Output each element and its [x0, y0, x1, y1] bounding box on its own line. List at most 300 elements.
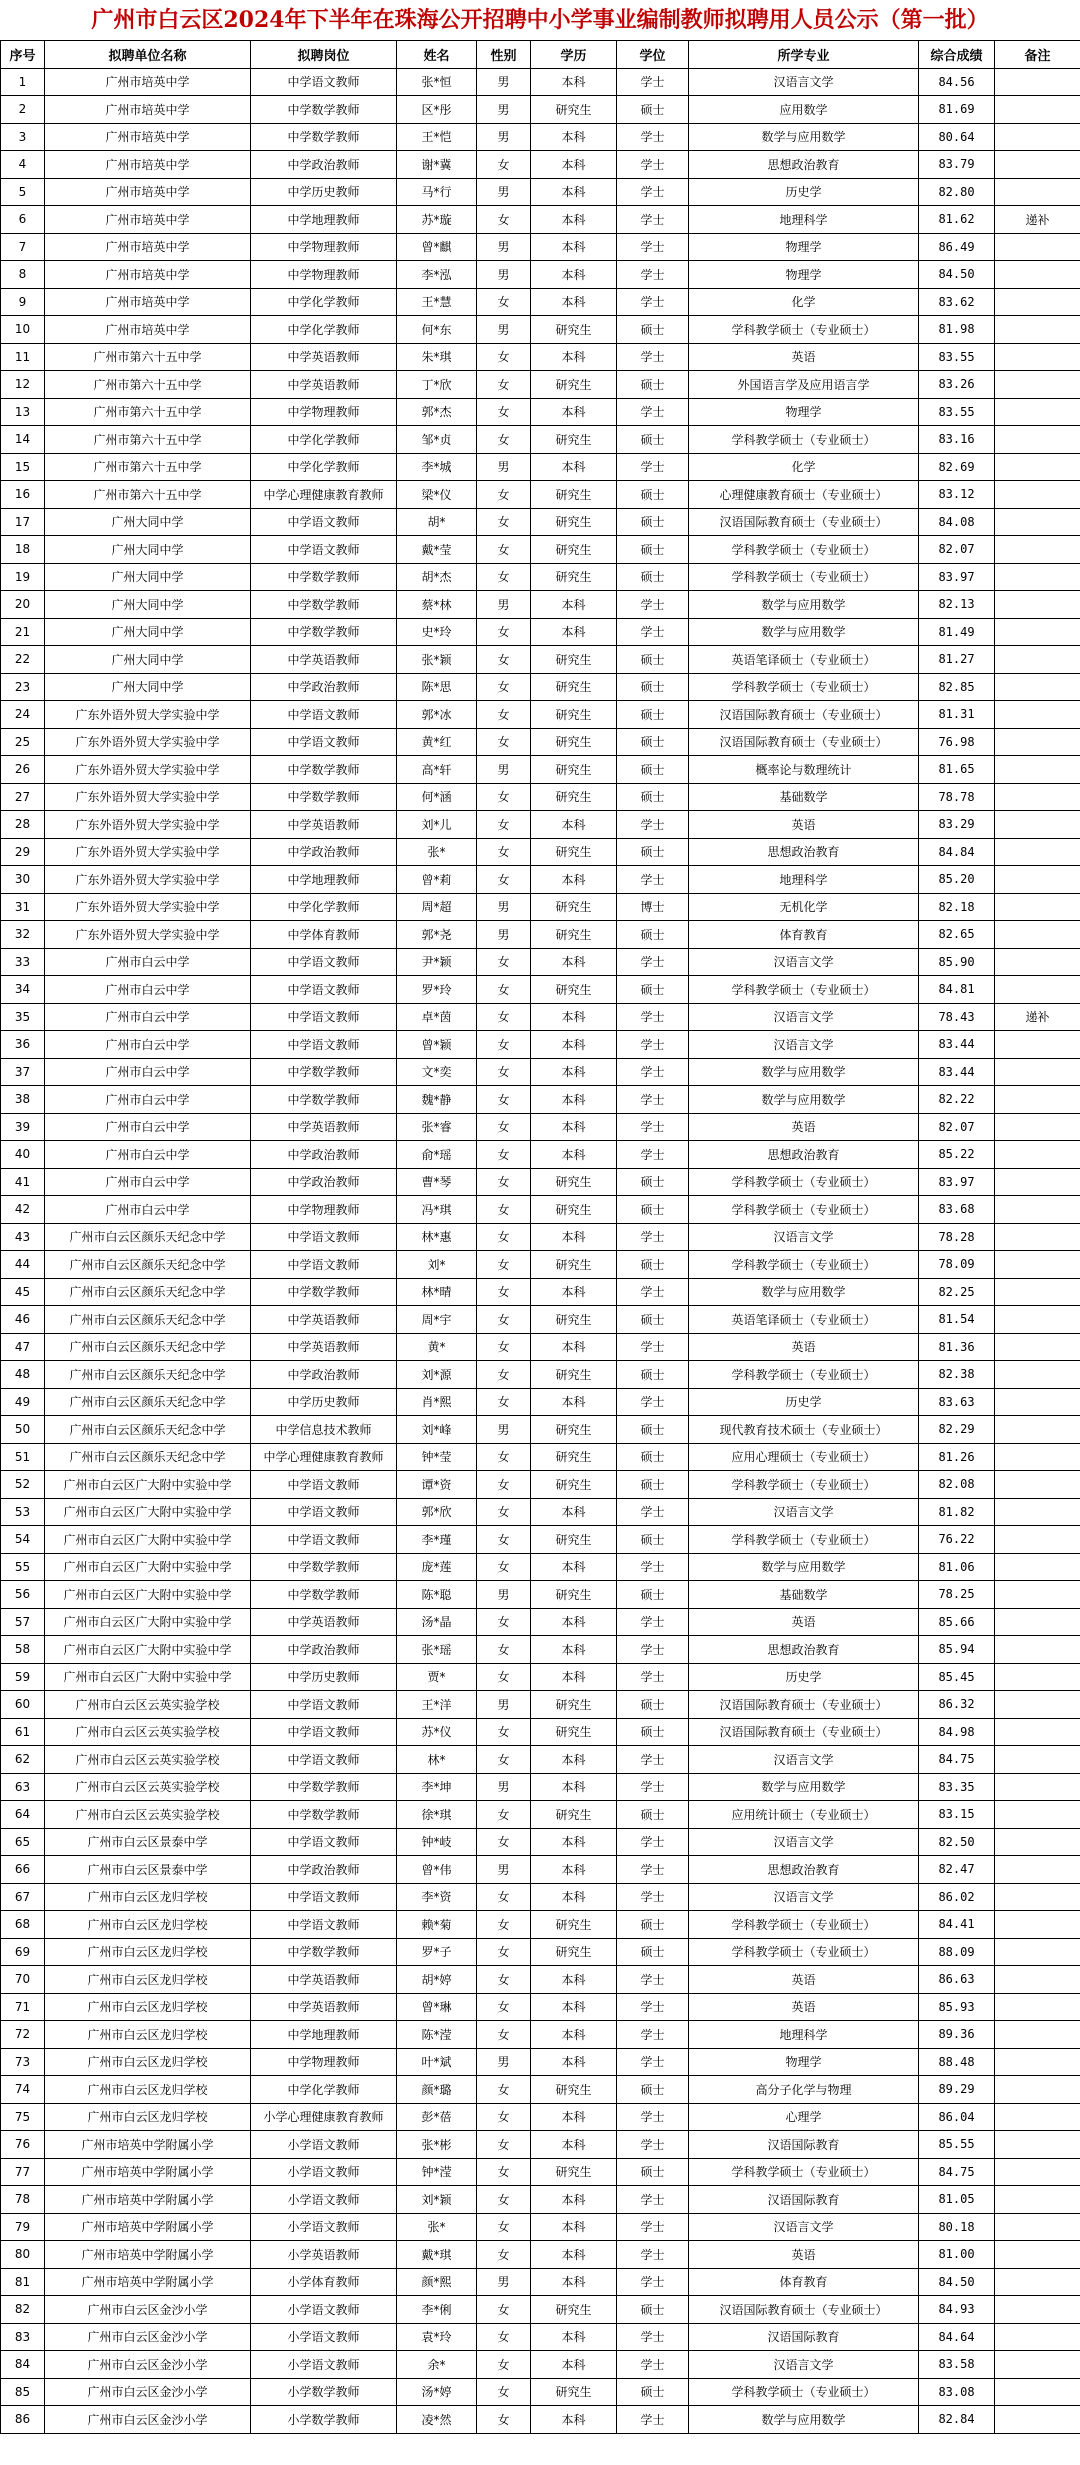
cell-remark [995, 2268, 1080, 2296]
cell-unit: 广东外语外贸大学实验中学 [45, 811, 251, 839]
table-row [1, 563, 1080, 591]
cell-degree: 硕士 [617, 1196, 689, 1224]
cell-unit: 广州市白云区颜乐天纪念中学 [45, 1223, 251, 1251]
cell-remark [995, 1773, 1080, 1801]
cell-index: 38 [1, 1086, 45, 1114]
cell-unit: 广州市白云中学 [45, 1086, 251, 1114]
cell-gender: 女 [477, 563, 531, 591]
cell-remark [995, 1031, 1080, 1059]
cell-degree: 学士 [617, 1608, 689, 1636]
table-row [1, 1581, 1080, 1609]
cell-gender: 女 [477, 398, 531, 426]
cell-score: 85.90 [919, 948, 995, 976]
cell-remark [995, 591, 1080, 619]
cell-name: 高*轩 [397, 756, 477, 784]
cell-degree: 硕士 [617, 1416, 689, 1444]
table-row [1, 1031, 1080, 1059]
cell-score: 82.69 [919, 453, 995, 481]
cell-position: 中学政治教师 [251, 1856, 397, 1884]
cell-score: 82.29 [919, 1416, 995, 1444]
cell-position: 中学历史教师 [251, 1663, 397, 1691]
cell-degree: 硕士 [617, 728, 689, 756]
cell-score: 81.98 [919, 316, 995, 344]
cell-gender: 女 [477, 1498, 531, 1526]
cell-index: 69 [1, 1938, 45, 1966]
cell-remark [995, 1966, 1080, 1994]
cell-name: 马*行 [397, 178, 477, 206]
cell-index: 83 [1, 2323, 45, 2351]
cell-gender: 女 [477, 2406, 531, 2434]
cell-name: 刘*儿 [397, 811, 477, 839]
cell-unit: 广州市白云区龙归学校 [45, 1938, 251, 1966]
cell-gender: 女 [477, 1168, 531, 1196]
cell-gender: 女 [477, 1113, 531, 1141]
table-row [1, 2241, 1080, 2269]
cell-score: 81.05 [919, 2186, 995, 2214]
cell-score: 82.65 [919, 921, 995, 949]
cell-position: 中学英语教师 [251, 1333, 397, 1361]
cell-gender: 女 [477, 1746, 531, 1774]
cell-name: 刘*颖 [397, 2186, 477, 2214]
cell-remark [995, 2213, 1080, 2241]
header-score: 综合成绩 [919, 41, 995, 69]
cell-gender: 男 [477, 178, 531, 206]
cell-index: 29 [1, 838, 45, 866]
cell-degree: 硕士 [617, 2378, 689, 2406]
cell-position: 中学历史教师 [251, 178, 397, 206]
cell-score: 83.15 [919, 1801, 995, 1829]
cell-index: 32 [1, 921, 45, 949]
cell-position: 中学语文教师 [251, 1691, 397, 1719]
cell-unit: 广州大同中学 [45, 673, 251, 701]
cell-position: 中学政治教师 [251, 1141, 397, 1169]
cell-unit: 广州市白云中学 [45, 948, 251, 976]
cell-unit: 广州市白云区龙归学校 [45, 2103, 251, 2131]
cell-name: 庞*莲 [397, 1553, 477, 1581]
cell-name: 郭*杰 [397, 398, 477, 426]
cell-gender: 女 [477, 783, 531, 811]
cell-position: 中学数学教师 [251, 756, 397, 784]
cell-index: 59 [1, 1663, 45, 1691]
cell-index: 61 [1, 1718, 45, 1746]
cell-degree: 硕士 [617, 783, 689, 811]
cell-degree: 硕士 [617, 1691, 689, 1719]
cell-major: 数学与应用数学 [689, 1086, 919, 1114]
cell-degree: 硕士 [617, 426, 689, 454]
cell-gender: 女 [477, 1966, 531, 1994]
cell-score: 86.63 [919, 1966, 995, 1994]
table-row [1, 1801, 1080, 1829]
cell-unit: 广州市白云区云英实验学校 [45, 1801, 251, 1829]
cell-remark: 递补 [995, 1003, 1080, 1031]
cell-position: 小学数学教师 [251, 2378, 397, 2406]
cell-degree: 学士 [617, 2021, 689, 2049]
cell-score: 83.68 [919, 1196, 995, 1224]
cell-education: 研究生 [531, 701, 617, 729]
cell-degree: 学士 [617, 1828, 689, 1856]
cell-major: 学科教学硕士（专业硕士） [689, 563, 919, 591]
cell-gender: 男 [477, 1856, 531, 1884]
cell-major: 概率论与数理统计 [689, 756, 919, 784]
cell-education: 研究生 [531, 1168, 617, 1196]
cell-score: 82.85 [919, 673, 995, 701]
cell-degree: 硕士 [617, 316, 689, 344]
cell-gender: 男 [477, 2048, 531, 2076]
cell-index: 8 [1, 261, 45, 289]
cell-education: 研究生 [531, 1581, 617, 1609]
cell-name: 余* [397, 2351, 477, 2379]
cell-name: 黄*红 [397, 728, 477, 756]
cell-education: 研究生 [531, 1526, 617, 1554]
cell-education: 研究生 [531, 838, 617, 866]
cell-gender: 女 [477, 2158, 531, 2186]
table-row [1, 646, 1080, 674]
cell-education: 研究生 [531, 1306, 617, 1334]
cell-score: 82.47 [919, 1856, 995, 1884]
cell-degree: 硕士 [617, 96, 689, 124]
cell-index: 76 [1, 2131, 45, 2159]
cell-major: 汉语言文学 [689, 1883, 919, 1911]
cell-education: 本科 [531, 1003, 617, 1031]
cell-index: 84 [1, 2351, 45, 2379]
cell-name: 凌*然 [397, 2406, 477, 2434]
cell-remark [995, 96, 1080, 124]
cell-position: 中学语文教师 [251, 1251, 397, 1279]
cell-gender: 女 [477, 1828, 531, 1856]
cell-name: 刘* [397, 1251, 477, 1279]
cell-unit: 广州市第六十五中学 [45, 426, 251, 454]
cell-name: 王*恺 [397, 123, 477, 151]
cell-education: 研究生 [531, 1691, 617, 1719]
cell-position: 小学语文教师 [251, 2158, 397, 2186]
cell-position: 中学英语教师 [251, 371, 397, 399]
cell-name: 彭*蓓 [397, 2103, 477, 2131]
cell-gender: 男 [477, 1416, 531, 1444]
cell-remark [995, 1333, 1080, 1361]
table-row [1, 2158, 1080, 2186]
cell-gender: 男 [477, 591, 531, 619]
cell-name: 罗*玲 [397, 976, 477, 1004]
cell-gender: 男 [477, 261, 531, 289]
cell-major: 数学与应用数学 [689, 1058, 919, 1086]
cell-degree: 学士 [617, 1333, 689, 1361]
cell-education: 本科 [531, 1856, 617, 1884]
cell-education: 研究生 [531, 646, 617, 674]
cell-gender: 女 [477, 1251, 531, 1279]
cell-unit: 广州市白云区颜乐天纪念中学 [45, 1443, 251, 1471]
cell-gender: 女 [477, 1938, 531, 1966]
table-row [1, 2076, 1080, 2104]
cell-major: 学科教学硕士（专业硕士） [689, 426, 919, 454]
cell-remark [995, 1361, 1080, 1389]
table-row [1, 1911, 1080, 1939]
cell-gender: 女 [477, 1306, 531, 1334]
cell-major: 化学 [689, 288, 919, 316]
cell-position: 中学物理教师 [251, 398, 397, 426]
cell-position: 中学化学教师 [251, 288, 397, 316]
cell-unit: 广州市第六十五中学 [45, 343, 251, 371]
cell-gender: 男 [477, 1581, 531, 1609]
table-row [1, 2213, 1080, 2241]
cell-remark [995, 2406, 1080, 2434]
cell-unit: 广州市白云区景泰中学 [45, 1856, 251, 1884]
table-row [1, 1278, 1080, 1306]
cell-name: 李*资 [397, 1883, 477, 1911]
cell-score: 84.64 [919, 2323, 995, 2351]
cell-education: 本科 [531, 1113, 617, 1141]
cell-index: 1 [1, 68, 45, 96]
cell-position: 中学数学教师 [251, 618, 397, 646]
cell-gender: 女 [477, 618, 531, 646]
cell-degree: 学士 [617, 1388, 689, 1416]
cell-name: 郭*欣 [397, 1498, 477, 1526]
cell-education: 本科 [531, 618, 617, 646]
table-row [1, 783, 1080, 811]
cell-position: 中学语文教师 [251, 1718, 397, 1746]
cell-remark [995, 893, 1080, 921]
cell-name: 林*晴 [397, 1278, 477, 1306]
table-row [1, 288, 1080, 316]
cell-major: 汉语言文学 [689, 68, 919, 96]
cell-degree: 学士 [617, 261, 689, 289]
table-row [1, 921, 1080, 949]
cell-index: 48 [1, 1361, 45, 1389]
cell-score: 81.69 [919, 96, 995, 124]
cell-position: 中学政治教师 [251, 1361, 397, 1389]
cell-gender: 男 [477, 1691, 531, 1719]
cell-unit: 广州市白云区云英实验学校 [45, 1691, 251, 1719]
cell-name: 张* [397, 838, 477, 866]
cell-position: 中学语文教师 [251, 508, 397, 536]
cell-position: 中学心理健康教育教师 [251, 481, 397, 509]
cell-index: 12 [1, 371, 45, 399]
cell-gender: 女 [477, 2296, 531, 2324]
cell-index: 3 [1, 123, 45, 151]
cell-major: 数学与应用数学 [689, 123, 919, 151]
cell-unit: 广州市白云区金沙小学 [45, 2296, 251, 2324]
cell-remark [995, 151, 1080, 179]
cell-gender: 女 [477, 1993, 531, 2021]
cell-position: 中学数学教师 [251, 123, 397, 151]
table-row [1, 1306, 1080, 1334]
cell-index: 49 [1, 1388, 45, 1416]
cell-score: 85.93 [919, 1993, 995, 2021]
cell-degree: 硕士 [617, 536, 689, 564]
cell-remark [995, 2186, 1080, 2214]
cell-index: 51 [1, 1443, 45, 1471]
table-row [1, 2103, 1080, 2131]
cell-name: 钟*滢 [397, 2158, 477, 2186]
cell-position: 中学数学教师 [251, 1773, 397, 1801]
cell-gender: 男 [477, 1773, 531, 1801]
cell-index: 36 [1, 1031, 45, 1059]
cell-education: 本科 [531, 233, 617, 261]
table-row [1, 728, 1080, 756]
cell-unit: 广州市培英中学 [45, 316, 251, 344]
cell-remark [995, 481, 1080, 509]
cell-position: 中学化学教师 [251, 893, 397, 921]
cell-unit: 广州市培英中学 [45, 288, 251, 316]
cell-position: 中学英语教师 [251, 811, 397, 839]
table-row [1, 2378, 1080, 2406]
cell-index: 78 [1, 2186, 45, 2214]
cell-major: 思想政治教育 [689, 838, 919, 866]
cell-score: 84.41 [919, 1911, 995, 1939]
cell-index: 85 [1, 2378, 45, 2406]
cell-index: 55 [1, 1553, 45, 1581]
cell-major: 英语 [689, 2241, 919, 2269]
cell-score: 83.26 [919, 371, 995, 399]
cell-score: 81.31 [919, 701, 995, 729]
table-row [1, 1333, 1080, 1361]
cell-major: 汉语言文学 [689, 2351, 919, 2379]
cell-unit: 广东外语外贸大学实验中学 [45, 838, 251, 866]
cell-position: 小学语文教师 [251, 2323, 397, 2351]
cell-degree: 学士 [617, 2241, 689, 2269]
cell-major: 英语 [689, 343, 919, 371]
cell-position: 中学英语教师 [251, 1113, 397, 1141]
cell-remark [995, 508, 1080, 536]
cell-major: 学科教学硕士（专业硕士） [689, 1361, 919, 1389]
cell-major: 汉语言文学 [689, 2213, 919, 2241]
cell-name: 李*俐 [397, 2296, 477, 2324]
cell-name: 史*玲 [397, 618, 477, 646]
cell-major: 汉语言文学 [689, 1746, 919, 1774]
cell-score: 81.06 [919, 1553, 995, 1581]
cell-score: 81.00 [919, 2241, 995, 2269]
cell-position: 小学语文教师 [251, 2296, 397, 2324]
cell-name: 谢*冀 [397, 151, 477, 179]
cell-score: 86.04 [919, 2103, 995, 2131]
cell-degree: 学士 [617, 2186, 689, 2214]
cell-gender: 男 [477, 68, 531, 96]
table-row [1, 1718, 1080, 1746]
cell-gender: 女 [477, 2213, 531, 2241]
cell-score: 82.25 [919, 1278, 995, 1306]
cell-gender: 女 [477, 976, 531, 1004]
cell-education: 本科 [531, 2186, 617, 2214]
cell-remark [995, 921, 1080, 949]
cell-score: 76.22 [919, 1526, 995, 1554]
cell-remark [995, 1938, 1080, 1966]
cell-index: 20 [1, 591, 45, 619]
cell-education: 本科 [531, 343, 617, 371]
cell-remark [995, 1883, 1080, 1911]
cell-remark [995, 453, 1080, 481]
table-row [1, 508, 1080, 536]
cell-unit: 广州市培英中学 [45, 206, 251, 234]
cell-gender: 女 [477, 1333, 531, 1361]
cell-position: 中学语文教师 [251, 1911, 397, 1939]
cell-remark [995, 1911, 1080, 1939]
cell-major: 数学与应用数学 [689, 1278, 919, 1306]
cell-name: 谭*资 [397, 1471, 477, 1499]
cell-degree: 学士 [617, 206, 689, 234]
cell-unit: 广州大同中学 [45, 618, 251, 646]
cell-remark [995, 948, 1080, 976]
cell-gender: 女 [477, 1663, 531, 1691]
cell-unit: 广州市白云区颜乐天纪念中学 [45, 1306, 251, 1334]
table-row [1, 1883, 1080, 1911]
cell-degree: 学士 [617, 2131, 689, 2159]
cell-education: 研究生 [531, 1938, 617, 1966]
cell-major: 历史学 [689, 178, 919, 206]
cell-score: 83.35 [919, 1773, 995, 1801]
cell-index: 21 [1, 618, 45, 646]
cell-education: 本科 [531, 1388, 617, 1416]
cell-name: 刘*峰 [397, 1416, 477, 1444]
table-row [1, 96, 1080, 124]
cell-remark [995, 783, 1080, 811]
cell-gender: 女 [477, 866, 531, 894]
cell-index: 39 [1, 1113, 45, 1141]
cell-gender: 女 [477, 2076, 531, 2104]
cell-index: 42 [1, 1196, 45, 1224]
table-row [1, 1856, 1080, 1884]
cell-degree: 学士 [617, 151, 689, 179]
cell-gender: 女 [477, 1443, 531, 1471]
cell-index: 50 [1, 1416, 45, 1444]
cell-name: 贾* [397, 1663, 477, 1691]
cell-position: 中学英语教师 [251, 646, 397, 674]
cell-degree: 学士 [617, 2103, 689, 2131]
cell-remark [995, 1196, 1080, 1224]
cell-remark [995, 1718, 1080, 1746]
cell-position: 小学体育教师 [251, 2268, 397, 2296]
cell-position: 中学数学教师 [251, 1938, 397, 1966]
table-row [1, 976, 1080, 1004]
cell-unit: 广州市培英中学附属小学 [45, 2268, 251, 2296]
cell-score: 84.50 [919, 2268, 995, 2296]
cell-index: 67 [1, 1883, 45, 1911]
cell-name: 胡* [397, 508, 477, 536]
cell-score: 83.16 [919, 426, 995, 454]
cell-name: 赖*菊 [397, 1911, 477, 1939]
cell-degree: 学士 [617, 1966, 689, 1994]
table-row [1, 123, 1080, 151]
cell-position: 中学地理教师 [251, 206, 397, 234]
cell-unit: 广州市培英中学 [45, 123, 251, 151]
cell-gender: 女 [477, 838, 531, 866]
cell-education: 本科 [531, 123, 617, 151]
cell-index: 52 [1, 1471, 45, 1499]
table-header-row [1, 41, 1080, 69]
cell-score: 78.25 [919, 1581, 995, 1609]
cell-degree: 学士 [617, 1883, 689, 1911]
cell-index: 66 [1, 1856, 45, 1884]
table-row [1, 1526, 1080, 1554]
cell-name: 曾*麒 [397, 233, 477, 261]
cell-degree: 学士 [617, 1223, 689, 1251]
cell-gender: 男 [477, 453, 531, 481]
cell-score: 82.18 [919, 893, 995, 921]
cell-degree: 硕士 [617, 1526, 689, 1554]
table-row [1, 1086, 1080, 1114]
cell-education: 本科 [531, 1553, 617, 1581]
cell-unit: 广州市白云区云英实验学校 [45, 1773, 251, 1801]
cell-gender: 女 [477, 2378, 531, 2406]
table-row [1, 1773, 1080, 1801]
cell-major: 学科教学硕士（专业硕士） [689, 536, 919, 564]
cell-degree: 学士 [617, 2406, 689, 2434]
cell-remark [995, 2296, 1080, 2324]
cell-gender: 女 [477, 948, 531, 976]
cell-name: 胡*婷 [397, 1966, 477, 1994]
cell-score: 78.78 [919, 783, 995, 811]
table-row [1, 536, 1080, 564]
cell-gender: 女 [477, 1196, 531, 1224]
cell-score: 83.63 [919, 1388, 995, 1416]
